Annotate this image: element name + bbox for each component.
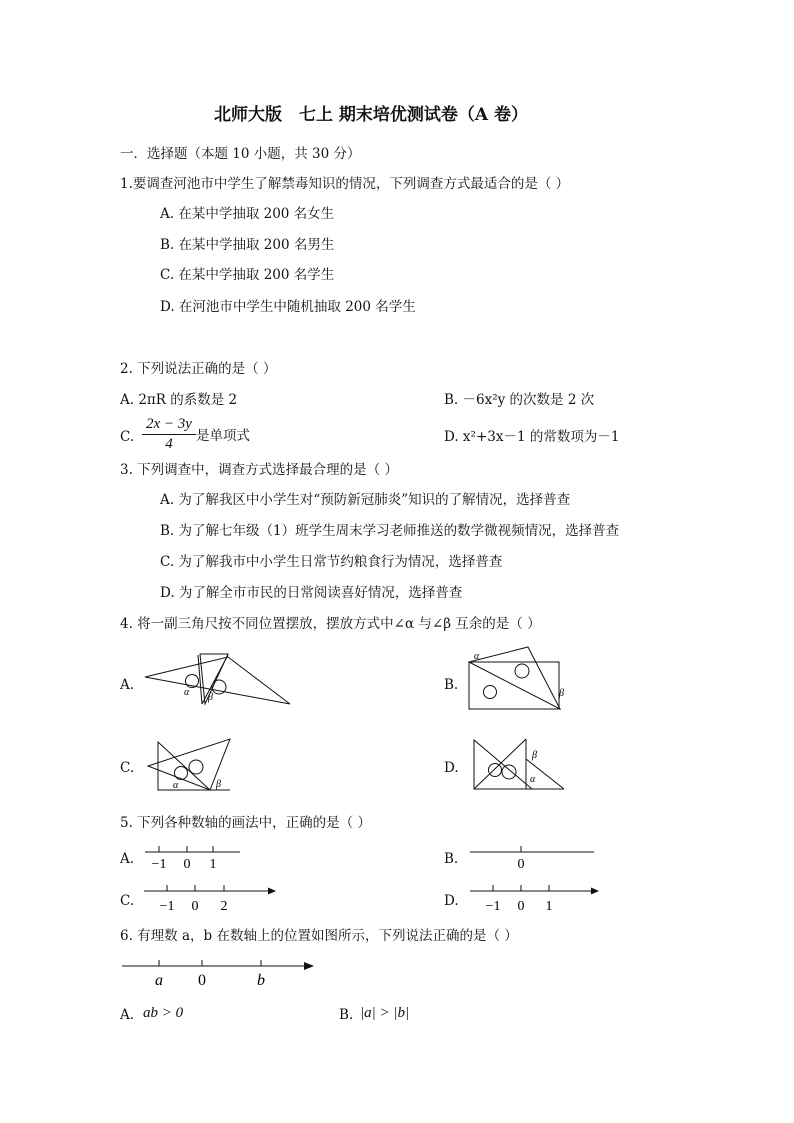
q1-option-c: C. 在某中学抽取 200 名学生	[160, 267, 335, 283]
tick-label: 0	[183, 857, 191, 872]
page-title: 北师大版 七上 期末培优测试卷（A 卷）	[214, 105, 529, 125]
q4-figure-b	[464, 644, 574, 714]
q2-option-b: B. －6x²y 的次数是 2 次	[444, 392, 595, 408]
q2-option-c-text: 是单项式	[196, 428, 250, 444]
section-heading: 一．选择题（本题 10 小题，共 30 分）	[120, 146, 361, 162]
q2-option-a: A. 2πR 的系数是 2	[120, 392, 238, 408]
tick-label: 1	[209, 857, 217, 872]
fraction-bar	[142, 434, 196, 435]
q4-label-d: D.	[444, 760, 459, 776]
q5-number-line-a	[140, 840, 250, 874]
axis-label-a: a	[155, 972, 163, 989]
q1-stem: 1.要调查河池市中学生了解禁毒知识的情况，下列调查方式最适合的是（ ）	[120, 176, 570, 192]
fraction-denominator: 4	[165, 436, 173, 452]
tick-label: −1	[485, 899, 501, 914]
beta-label: β	[559, 688, 564, 699]
tick-label: 0	[517, 857, 525, 872]
axis-label-zero: 0	[198, 972, 206, 989]
q4-figure-c	[140, 734, 250, 794]
arrow-icon	[304, 962, 314, 970]
q2-stem: 2. 下列说法正确的是（ ）	[120, 361, 277, 377]
beta-label: β	[208, 692, 213, 703]
q6-stem: 6. 有理数 a，b 在数轴上的位置如图所示，下列说法正确的是（ ）	[120, 928, 518, 944]
q3-stem: 3. 下列调查中，调查方式选择最合理的是（ ）	[120, 462, 398, 478]
axis-label-b: b	[257, 972, 265, 989]
q5-label-d: D.	[444, 893, 459, 909]
q3-option-d: D. 为了解全市市民的日常阅读喜好情况，选择普查	[160, 585, 463, 601]
tick-label: −1	[151, 857, 167, 872]
arrow-icon	[268, 888, 276, 895]
q5-number-line-b	[466, 840, 601, 874]
q3-option-a: A. 为了解我区中小学生对“预防新冠肺炎”知识的了解情况，选择普查	[160, 492, 571, 508]
alpha-label: α	[173, 780, 179, 791]
q6-option-a-expr: ab > 0	[143, 1005, 184, 1021]
q4-stem: 4. 将一副三角尺按不同位置摆放，摆放方式中∠α 与∠β 互余的是（ ）	[120, 616, 541, 632]
q2-option-c-fraction	[142, 416, 196, 453]
q5-number-line-d	[466, 882, 606, 916]
q6-option-b-label: B.	[339, 1007, 354, 1023]
q5-label-c: C.	[120, 893, 135, 909]
q4-figure-d	[464, 734, 574, 794]
q5-number-line-c	[140, 882, 280, 916]
fraction-numerator: 2x − 3y	[146, 416, 192, 432]
q2-option-d: D. x²+3x－1 的常数项为－1	[444, 429, 620, 445]
beta-label: β	[532, 750, 537, 761]
tick-label: −1	[159, 899, 175, 914]
q6-option-a-label: A.	[120, 1007, 135, 1023]
q3-option-c: C. 为了解我市中小学生日常节约粮食行为情况，选择普查	[160, 554, 503, 570]
alpha-label: α	[474, 651, 480, 662]
q4-figure-a	[140, 650, 300, 710]
q1-option-a: A. 在某中学抽取 200 名女生	[160, 206, 335, 222]
q4-label-b: B.	[444, 677, 459, 693]
arrow-icon	[591, 888, 599, 895]
q1-option-d: D. 在河池市中学生中随机抽取 200 名学生	[160, 299, 416, 315]
q1-option-b: B. 在某中学抽取 200 名男生	[160, 237, 335, 253]
tick-label: 0	[191, 899, 199, 914]
q2-option-c-label: C.	[120, 429, 135, 445]
beta-label: β	[216, 779, 221, 790]
q4-label-c: C.	[120, 760, 135, 776]
q5-label-a: A.	[120, 851, 135, 867]
tick-label: 0	[517, 899, 525, 914]
q6-option-b-expr: |a| > |b|	[360, 1005, 410, 1021]
q6-number-line	[118, 954, 318, 990]
q3-option-b: B. 为了解七年级（1）班学生周末学习老师推送的数学微视频情况，选择普查	[160, 523, 620, 539]
tick-label: 2	[220, 899, 228, 914]
alpha-label: α	[184, 687, 190, 698]
alpha-label: α	[530, 774, 536, 785]
tick-label: 1	[545, 899, 553, 914]
q4-label-a: A.	[120, 677, 135, 693]
q5-stem: 5. 下列各种数轴的画法中，正确的是（ ）	[120, 815, 371, 831]
q5-label-b: B.	[444, 851, 459, 867]
